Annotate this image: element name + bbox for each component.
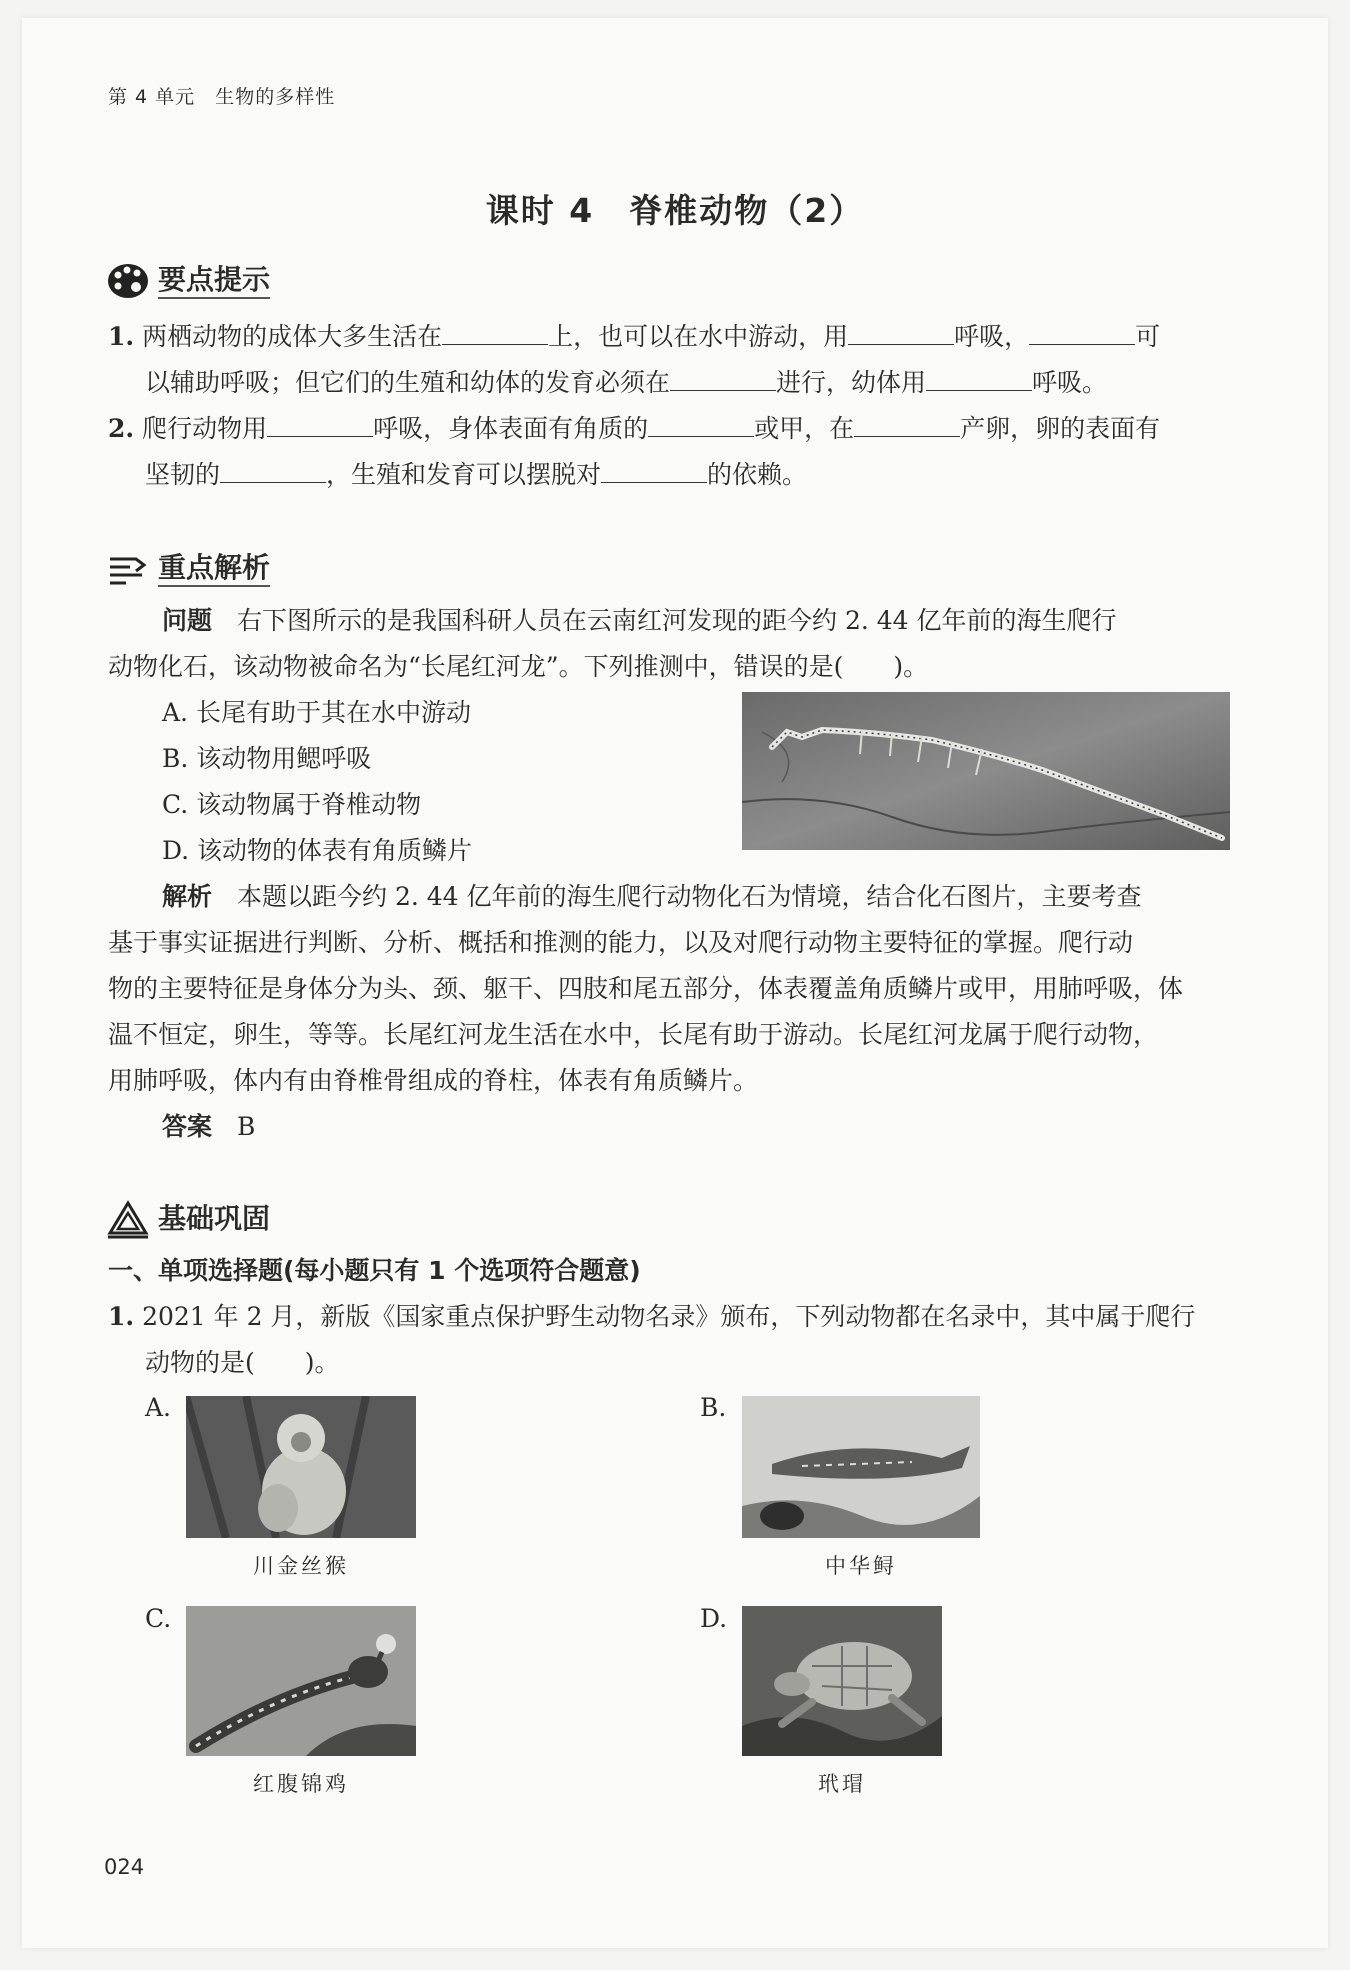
chinese-sturgeon-image[interactable] [742,1396,980,1538]
list-lines-icon [106,549,150,589]
text: 上，也可以在水中游动，用 [548,322,849,351]
answer-label: 答案 [162,1112,213,1141]
explain-label: 解析 [162,882,213,911]
text: 产卵，卵的表面有 [960,414,1161,443]
answer-blank[interactable] [848,322,954,345]
answer-blank[interactable] [267,414,373,437]
text: 进行，幼体用 [776,368,927,397]
choice-b-letter: B. [700,1393,727,1422]
text: 呼吸， [954,322,1030,351]
option-c: C. 该动物属于脊椎动物 [162,790,422,819]
part-title: 一、单项选择题(每小题只有 1 个选项符合题意) [108,1256,641,1285]
running-header [108,82,335,109]
explain-line1 [162,882,1142,912]
question-line2: 动物化石，该动物被命名为“长尾红河龙”。下列推测中，错误的是( )。 [108,652,929,681]
kp-q1-line2 [145,368,1107,398]
choice-a-letter: A. [145,1393,172,1422]
question-number: 1. [108,322,135,351]
golden-pheasant-image[interactable] [186,1606,416,1756]
page-title: 课时 4 脊椎动物（2） [485,191,865,230]
text: 以辅助呼吸；但它们的生殖和幼体的发育必须在 [145,368,671,397]
text: 可 [1135,322,1161,351]
explain-line4: 温不恒定，卵生，等等。长尾红河龙生活在水中，长尾有助于游动。长尾红河龙属于爬行动物， [108,1020,1159,1049]
question-label: 问题 [162,606,213,635]
text: 呼吸，身体表面有角质的 [373,414,649,443]
explain-line2: 基于事实证据进行判断、分析、概括和推测的能力，以及对爬行动物主要特征的掌握。爬行动 [108,928,1134,957]
choice-c-letter: C. [145,1604,172,1633]
fossil-image [742,692,1230,850]
answer-blank[interactable] [854,414,960,437]
pyramid-icon [106,1199,150,1239]
choice-a-caption: 川金丝猴 [253,1554,349,1578]
text: 呼吸。 [1032,368,1108,397]
text: 爬行动物用 [142,414,268,443]
answer-value: B [237,1112,256,1141]
section-basics-header [106,1196,270,1242]
section-basics-title: 基础巩固 [158,1202,271,1235]
choice-d-caption: 玳瑁 [818,1772,866,1796]
explain-line5: 用肺呼吸，体内有由脊椎骨组成的脊柱，体表有角质鳞片。 [108,1066,759,1095]
text: 本题以距今约 2. 44 亿年前的海生爬行动物化石为情境，结合化石图片，主要考查 [237,882,1142,911]
choice-c-caption: 红腹锦鸡 [253,1772,349,1796]
kp-q2-line1 [108,414,1160,444]
answer-blank[interactable] [601,460,707,483]
text: 两栖动物的成体大多生活在 [142,322,443,351]
kp-q1-line1 [108,322,1160,352]
answer-line [162,1112,255,1142]
basics-q1-line1 [108,1302,1195,1332]
section-key-points-title: 要点提示 [158,263,270,299]
choice-d-letter: D. [700,1604,728,1633]
answer-blank[interactable] [926,368,1032,391]
question-line1 [162,606,1117,636]
text: 右下图所示的是我国科研人员在云南红河发现的距今约 2. 44 亿年前的海生爬行 [237,606,1117,635]
section-analysis-title: 重点解析 [158,551,270,587]
page-number: 024 [104,1855,145,1879]
question-number: 2. [108,414,135,443]
option-a: A. 长尾有助于其在水中游动 [162,698,471,727]
answer-blank[interactable] [670,368,776,391]
kp-q2-line2 [145,460,807,490]
text: 坚韧的 [145,460,221,489]
answer-blank[interactable] [442,322,548,345]
explain-line3: 物的主要特征是身体分为头、颈、躯干、四肢和尾五部分，体表覆盖角质鳞片或甲，用肺呼吸，体 [108,974,1184,1003]
basics-q1-line2: 动物的是( )。 [145,1348,340,1377]
hawksbill-turtle-image[interactable] [742,1606,942,1756]
option-b: B. 该动物用鳃呼吸 [162,744,372,773]
section-key-points-header [106,258,270,304]
text: ，生殖和发育可以摆脱对 [326,460,602,489]
answer-blank[interactable] [220,460,326,483]
topic-label: 生物的多样性 [215,86,336,108]
text: 的依赖。 [707,460,808,489]
palette-icon [106,261,150,301]
text: 2021 年 2 月，新版《国家重点保护野生动物名录》颁布，下列动物都在名录中，其中属于爬行 [142,1302,1196,1331]
answer-blank[interactable] [648,414,754,437]
text: 或甲，在 [754,414,855,443]
section-analysis-header [106,546,270,592]
unit-label: 第 4 单元 [108,86,196,108]
question-number: 1. [108,1302,135,1331]
golden-monkey-image[interactable] [186,1396,416,1538]
choice-b-caption: 中华鲟 [825,1554,897,1578]
option-d: D. 该动物的体表有角质鳞片 [162,836,473,865]
answer-blank[interactable] [1029,322,1135,345]
